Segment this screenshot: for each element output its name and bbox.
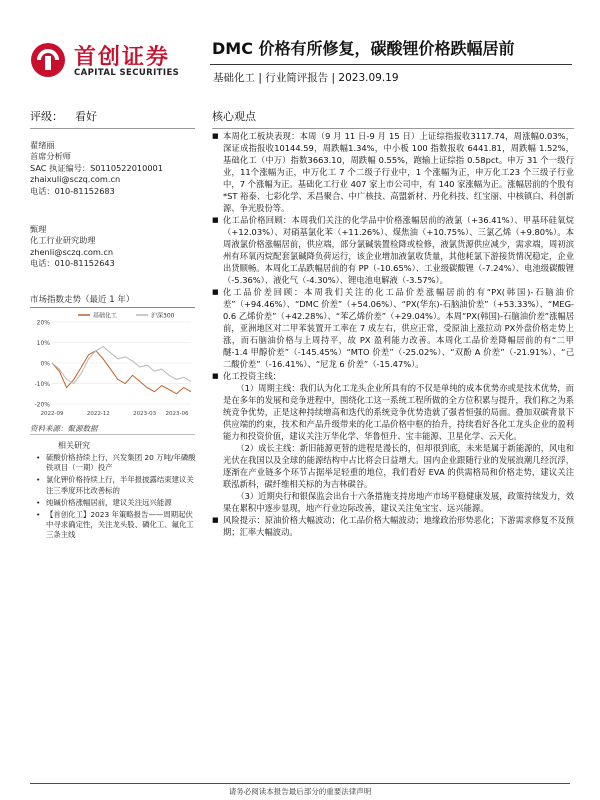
analyst-phone: 电话：010-81152643 (30, 258, 115, 269)
x-tick-label: 2022-09 (40, 411, 64, 417)
investment-growth-para: （2）成长主线：新旧能源更替的进程是漫长的，但却很到底，未来是属于新能源的，风电和光伏在我国以及全球的能源结构中占比将会日益增大。国内企业跟随行业的发展浪潮几经沉浮，逐渐在产业链多个环节占据举足轻重的地位，我们看好 EVA 的供需格局和价格走势，建议关注联泓新科，碳纤维相关标的为吉林碳谷。 (223, 443, 574, 489)
index-chart-svg (30, 308, 195, 418)
analyst-sac: SAC 执证编号：S0110522010001 (30, 162, 163, 173)
analyst-email[interactable]: zhaixuli@sczq.com.cn (30, 174, 121, 185)
analyst-phone: 电话：010-81152683 (30, 185, 115, 196)
bullet-investment-head: ■ 化工投资主线： (212, 370, 574, 382)
report-title: DMC 价格有所修复，碳酸锂价格跌幅居前 (212, 39, 515, 58)
y-tick-label: 20% (36, 319, 50, 327)
rating-divider (30, 128, 195, 129)
index-chart (30, 307, 195, 418)
chart-title: 市场指数走势（最近 1 年） (30, 295, 135, 305)
rating (30, 108, 97, 124)
y-tick-label: -10% (34, 381, 50, 388)
analyst-name: 翟绪丽 (30, 140, 55, 150)
related-heading: 相关研究 (58, 441, 90, 450)
x-tick-label: 2022-12 (86, 411, 110, 417)
investment-cycle-para: （1）周期主线：我们认为化工龙头企业所具有的不仅是单纯的成本优势亦或是技术优势，而是在多年的发展和竞争进程中，围绕化工这一系统工程所做的全方位积累与提升，我们称之为系统竞争优势，正是这种持续增高和迭代的系统竞争优势造就了强者恒强的局面。叠加双碳背景下供应端的约束，技术和产品升级带来的化工品价格中枢的抬升，持续看好各化工龙头企业的盈利能力和投资价值，建议关注万华化学、华鲁恒升、宝丰能源、卫星化学、云天化。 (223, 383, 574, 441)
core-view-body (212, 130, 574, 538)
logo-text-en: CAPITAL SECURITIES (74, 68, 180, 78)
analyst-email[interactable]: zhenli@sczq.com.cn (30, 246, 114, 257)
related-item[interactable]: • 纯碱价格涨幅居前，建议关注远兴能源 (36, 498, 196, 508)
investment-property-para: （3）近期央行和银保监会出台十六条措施支持房地产市场平稳健康发展，政策持续发力，效果在累积中逐步显现，地产行业边际改善，建议关注兔宝宝、远兴能源。 (223, 491, 574, 513)
company-logo (30, 42, 200, 82)
related-item[interactable]: • 硫酸价格持续上行，兴发集团 20 万吨/年磷酸铁项目（一期）投产 (36, 453, 196, 473)
report-header (0, 0, 600, 100)
series-line-hs300 (52, 347, 191, 384)
bullet-spread-review: ■ 化工品价差回顾：本周我们关注的化工品价差涨幅居前的有“PX(韩国)-石脑油价差”（+94.46%）、“DMC 价差”（+54.06%）、“PX(华东)-石脑油价差”（+53.33%）、“MEG-0.6 乙烯价差”（+42.28%）、“苯乙烯价差”（+29.04%）。本周“PX(韩国)-石脑油价差”涨幅居前，亚洲地区对二甲苯装置开工率在 7 成左右，供应正常，受原油上涨拉动 PX外盘价格走势上涨，而石脑油价格与上周持平，故 PX 盈利能力改善。本周化工品价差降幅居前的有“二甲醚-1.4 甲醇价差”（-145.45%）“MTO 价差”（-25.02%）、“双酚 A 价差”（-21.91%）、“己二酸价差”（-16.41%）、“尼龙 6 价差”（-15.47%）。 (212, 286, 574, 370)
related-item[interactable]: • 氯化钾价格持续上行，半年报披露结束建议关注三季度环比改善标的 (36, 475, 196, 495)
related-item[interactable]: • 【首创化工】2023 年策略报告——周期起伏中寻求确定性，关注龙头股、磷化工、氟化工三条主线 (36, 510, 196, 541)
analyst-block-1 (30, 140, 195, 197)
title-divider (210, 64, 572, 65)
footer-divider (30, 783, 570, 784)
x-tick-label: 2023-03 (133, 411, 157, 417)
report-subline: 基础化工 | 行业简评报告 | 2023.09.19 (213, 72, 399, 84)
core-view-heading: 核心观点 (212, 110, 256, 123)
rating-value: 看好 (75, 110, 97, 123)
logo-mark-icon (30, 42, 66, 78)
y-tick-label: 0% (40, 360, 50, 368)
series-line-chemical (52, 351, 191, 394)
rating-label: 评级： (30, 110, 63, 123)
analyst-role: 化工行业研究助理 (30, 235, 96, 246)
analyst-role: 首席分析师 (30, 151, 71, 162)
core-view-divider (212, 128, 574, 129)
y-tick-label: -20% (34, 401, 50, 409)
bullet-sector-performance: ■ 本周化工板块表现：本周（9 月 11 日-9 月 15 日）上证综指报收3117.74，周涨幅0.03%，深证成指报收10144.59，周跌幅1.34%，中小板 100 指数报收 6441.81，周跌幅 1.52%，基础化工（中万）指数3663.10，周跌幅 0.55%，跑输上证综指 0.58pct。申万 31 个一级行业，11个涨幅为正，申万化工 7 个二级子行业中，1 个涨幅为正，申万化工23 个三级子行业中，7 个涨幅为正。基础化工行业 407 家上市公司中，有 140 家涨幅为正。涨幅居前的个股有*ST 裕泰、七彩化学、禾昌聚合、中广核技、高盟新材、丹化科技、红宝丽、中核镇白、科创新源、争光股份等。 (212, 130, 574, 214)
y-tick-label: 10% (36, 340, 50, 347)
related-divider (30, 434, 195, 435)
legend-label: 沪深300 (151, 312, 175, 320)
related-list (36, 453, 196, 543)
bullet-price-review: ■ 化工品价格回顾：本周我们关注的化学品中价格涨幅居前的液氯（+36.41%）、甲基环硅氧烷（+12.03%）、对硝基氯化苯（+11.26%）、煤焦油（+10.75%）、三氯乙烯（+9.80%）。本周液氯价格涨幅居前，供应端，部分氯碱装置检降或检修，液氯货源供应减少，需求端，周初滨州有环氧丙烷配套氯碱降负荷运行，该企业增加液氯收货量，其他耗氯下游接货情况稳定，企业出货顺畅。本周化工品跌幅居前的有 PP（-10.65%）、工业级碳酸锂（-7.24%）、电池级碳酸锂（-5.36%）、液化气（-4.30%）、锂电池电解液（-3.57%）。 (212, 214, 574, 286)
bullet-risk: ■ 风险提示：原油价格大幅波动；化工品价格大幅波动；地缘政治形势恶化；下游需求修复不及预期；汇率大幅波动。 (212, 514, 574, 538)
x-tick-label: 2023-06 (165, 411, 189, 417)
footer-disclaimer: 请务必阅读本报告最后部分的重要法律声明 (228, 787, 372, 796)
analyst-block-2 (30, 224, 195, 270)
chart-source: 资料来源：聚源数据 (30, 424, 98, 433)
legend-label: 基础化工 (93, 312, 118, 320)
logo-text-cn: 首创证券 (74, 45, 171, 70)
analyst-name: 甄理 (30, 224, 47, 234)
